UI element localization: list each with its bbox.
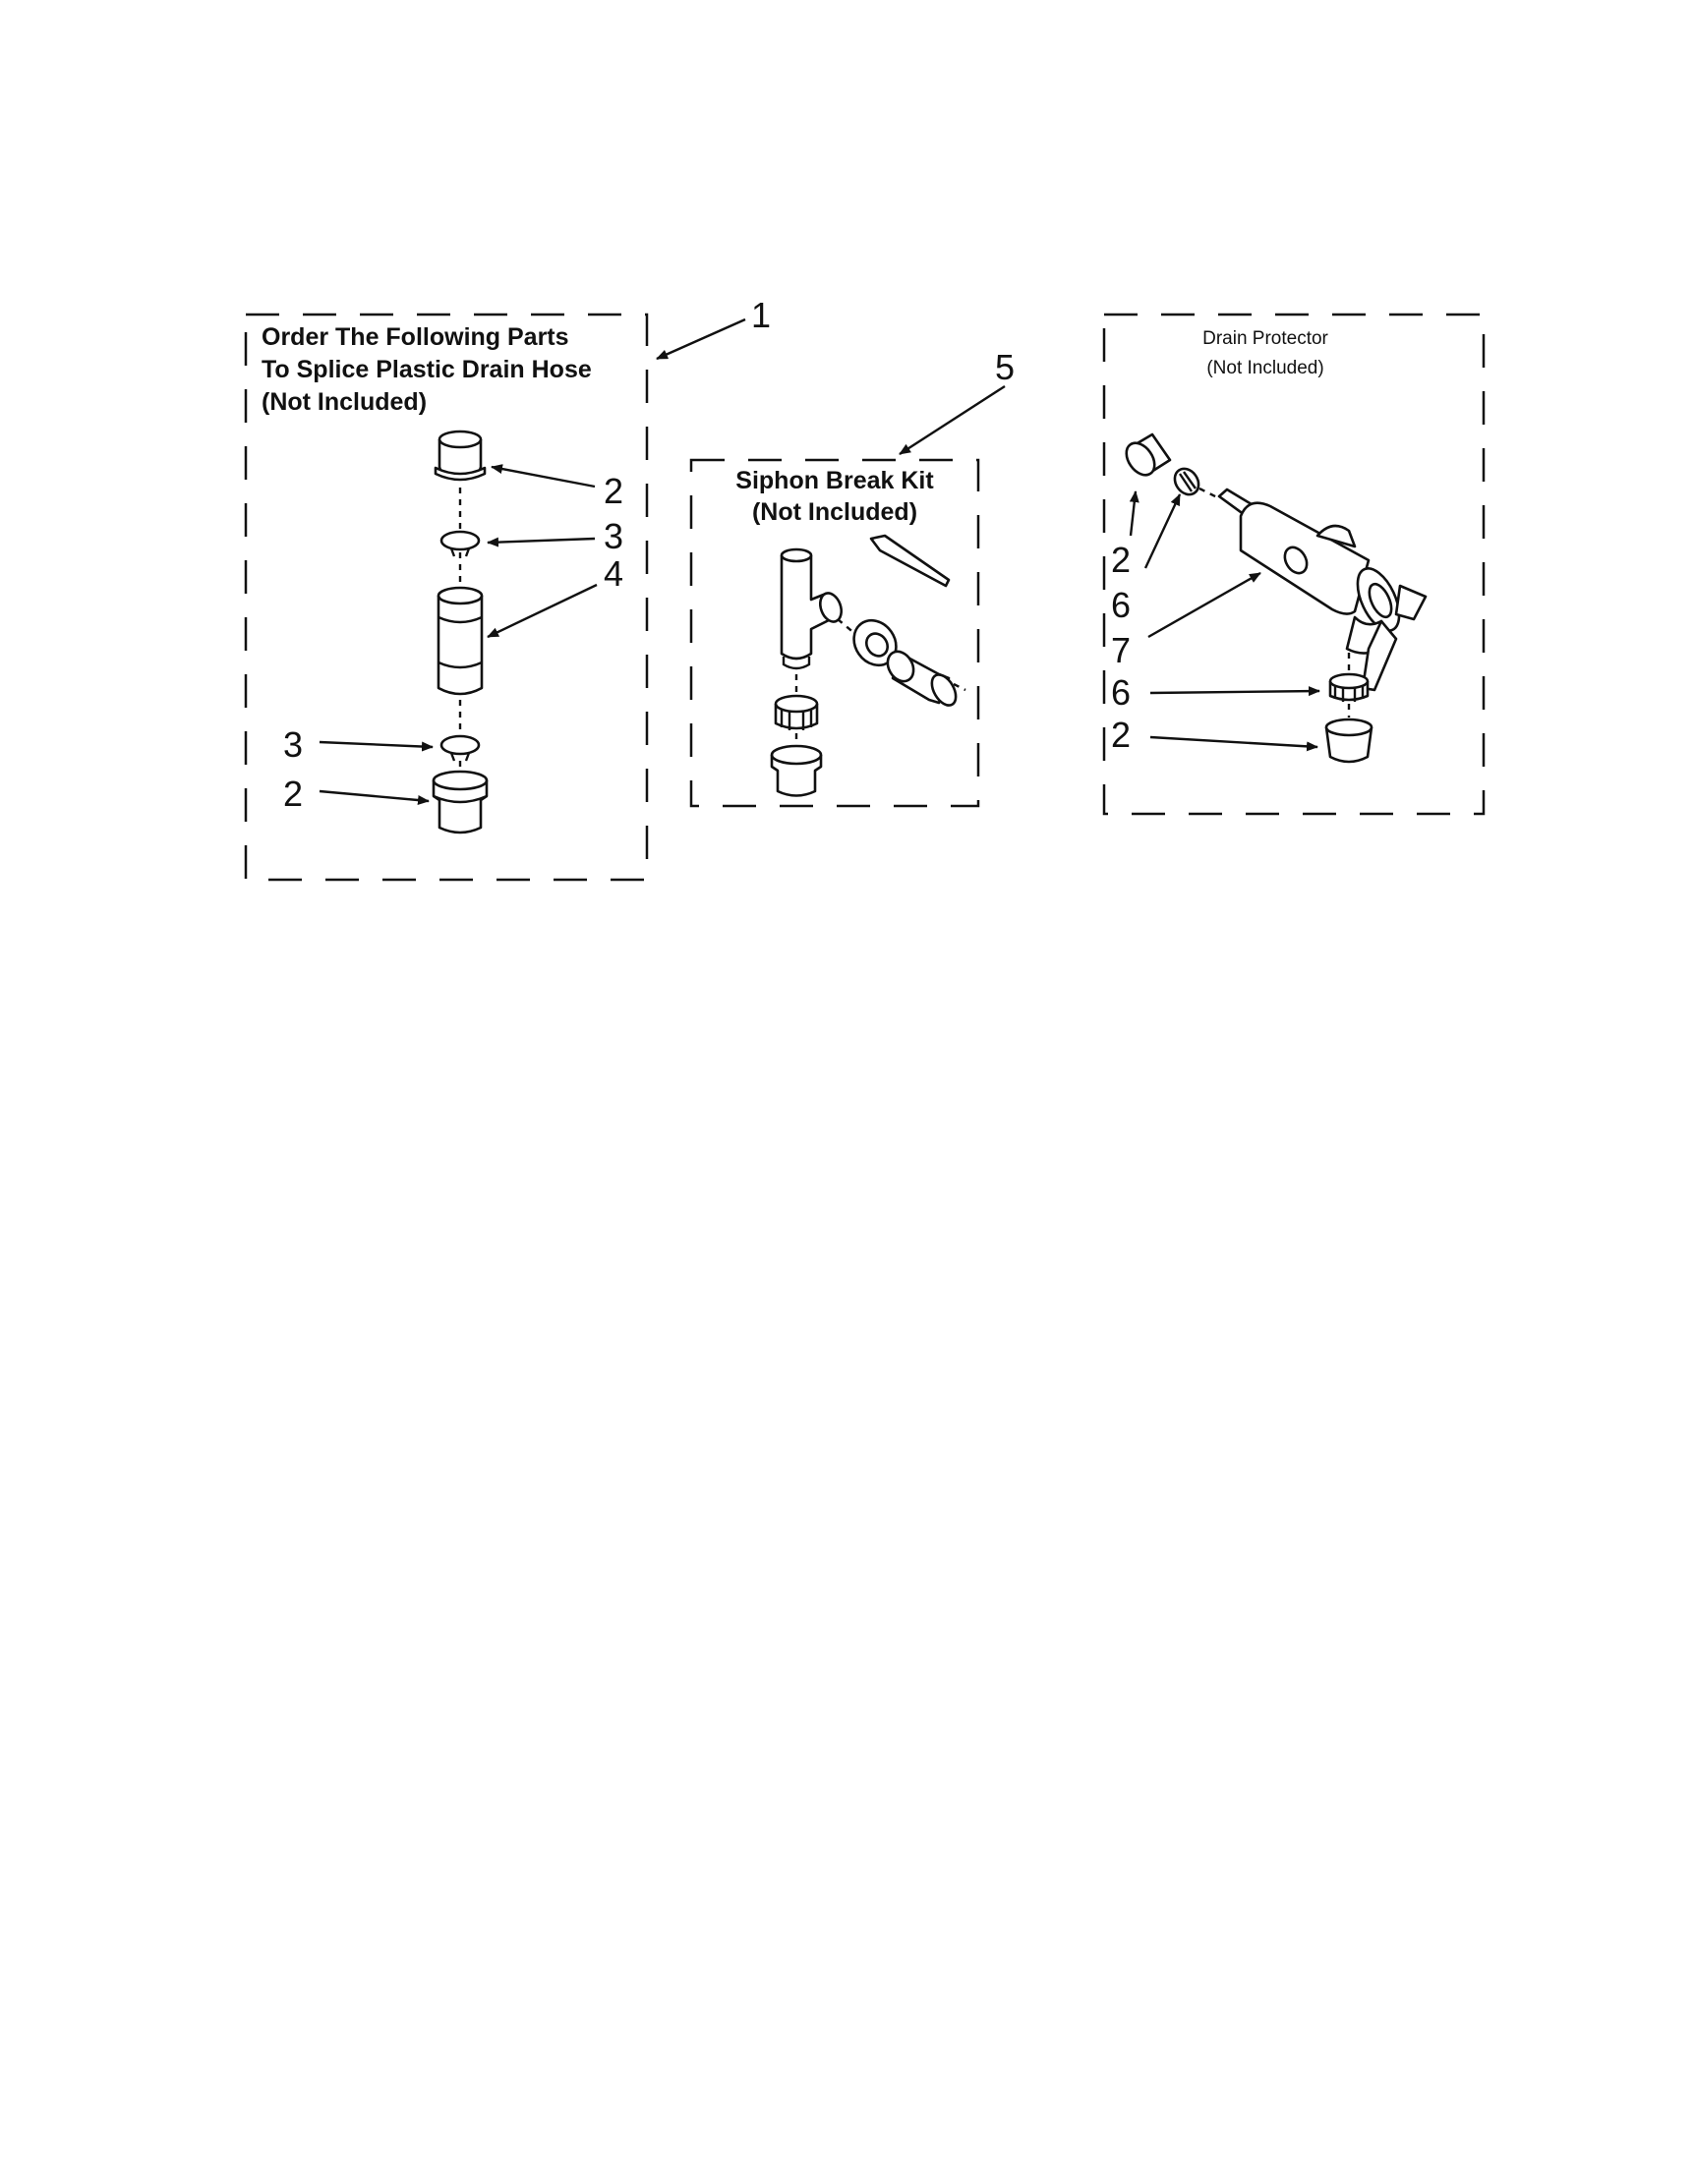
callout-3-top: 3 — [604, 516, 624, 556]
siphon-kit-title-line-1: Siphon Break Kit — [735, 467, 934, 494]
siphon-kit-title-line-2: (Not Included) — [751, 498, 918, 526]
callout-2-bottom: 2 — [283, 774, 304, 814]
siphon-nut-bottom-part — [776, 696, 817, 730]
callout-drain-6-bottom: 6 — [1111, 672, 1132, 713]
coupling-bottom-part — [434, 772, 487, 833]
drain-clamp-bottom-part — [1330, 674, 1368, 702]
drain-clamp-left-part — [1170, 464, 1203, 499]
drain-coupling-bottom-part — [1326, 719, 1372, 762]
siphon-coupling-side-part — [883, 647, 962, 710]
callout-drain-2-left: 2 — [1111, 540, 1132, 580]
drain-protector-body-part — [1219, 489, 1426, 690]
callout-2-top: 2 — [604, 471, 624, 511]
drain-coupling-left-part — [1121, 434, 1170, 481]
drain-protector-group — [1104, 315, 1484, 814]
siphon-coupling-bottom-part — [772, 746, 821, 796]
callout-1: 1 — [751, 295, 772, 335]
siphon-tee-part — [782, 549, 846, 668]
callout-4: 4 — [604, 553, 624, 594]
drain-protector-title-line-1: Drain Protector — [1202, 328, 1328, 349]
callout-5: 5 — [995, 347, 1016, 387]
drain-protector-title-line-2: (Not Included) — [1206, 358, 1324, 378]
callout-drain-2-bottom: 2 — [1111, 715, 1132, 755]
splice-kit-title-line-1: Order The Following Parts — [262, 323, 569, 351]
connector-part — [438, 588, 482, 694]
splice-kit-title-line-3: (Not Included) — [262, 388, 428, 416]
siphon-kit-group — [691, 347, 1015, 806]
callout-drain-7: 7 — [1111, 630, 1132, 670]
coupling-top-part — [436, 431, 485, 480]
clamp-bottom-part — [441, 736, 479, 761]
siphon-tie-strap-part — [871, 536, 949, 586]
splice-kit-title-line-2: To Splice Plastic Drain Hose — [262, 356, 592, 383]
callout-drain-6-left: 6 — [1111, 585, 1132, 625]
callout-3-bottom: 3 — [283, 724, 304, 765]
